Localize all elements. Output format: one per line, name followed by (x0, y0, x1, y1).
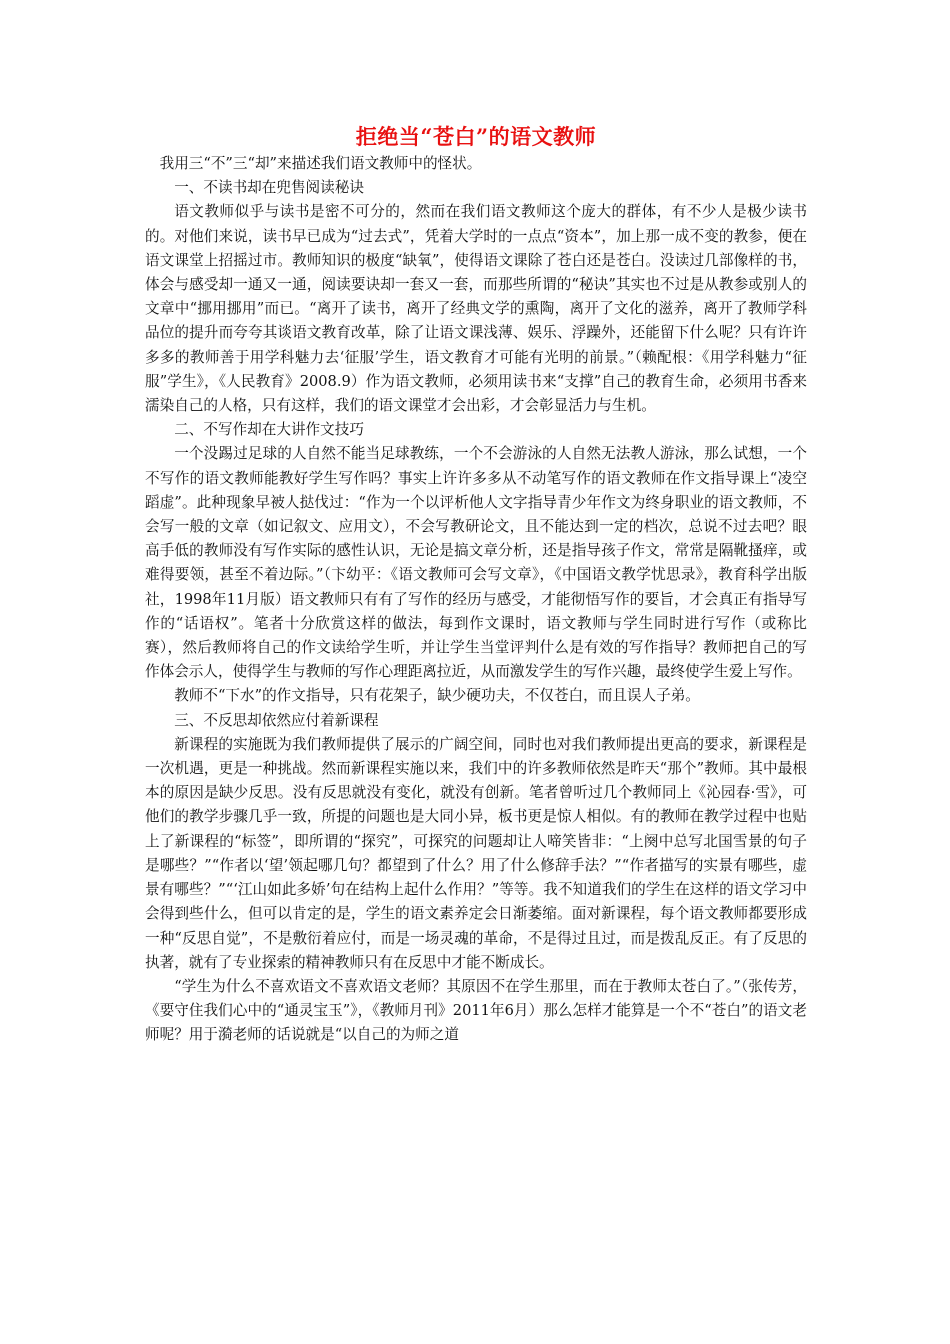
document-title: 拒绝当“苍白”的语文教师 (355, 124, 597, 149)
body-paragraph: 新课程的实施既为我们教师提供了展示的广阔空间，同时也对我们教师提出更高的要求，新课程是一次机遇，更是一种挑战。然而新课程实施以来，我们中的许多教师依然是昨天“那个”教师。其中最根本的原因是缺少反思。没有反思就没有变化，就没有创新。笔者曾听过几个教师同上《沁园春·雪》，可他们的教学步骤几乎一致，所提的问题也是大同小异，板书更是惊人相似。有的教师在教学过程中也贴上了新课程的“标签”，即所谓的“探究”，可探究的问题却让人啼笑皆非：“上阕中总写北国雪景的句子是哪些？”“作者以‘望’领起哪几句？都望到了什么？用了什么修辞手法？”“作者描写的实景有哪些，虚景有哪些？”“‘江山如此多娇’句在结构上起什么作用？”等等。我不知道我们的学生在这样的语文学习中会得到些什么，但可以肯定的是，学生的语文素养定会日渐萎缩。面对新课程，每个语文教师都要形成一种“反思自觉”，不是敷衍着应付，而是一场灵魂的革命，不是得过且过，而是拨乱反正。有了反思的执著，就有了专业探索的精神教师只有在反思中才能不断成长。 (145, 735, 807, 971)
body-paragraph: 教师不“下水”的作文指导，只有花架子，缺少硬功夫，不仅苍白，而且误人子弟。 (174, 687, 700, 705)
body-paragraph: 语文教师似乎与读书是密不可分的，然而在我们语文教师这个庞大的群体，有不少人是极少读书的。对他们来说，读书早已成为“过去式”，凭着大学时的一点点“资本”，加上那一成不变的教参，便在语文课堂上招摇过市。教师知识的极度“缺氧”，使得语文课除了苍白还是苍白。没读过几部像样的书，体会与感受却一通又一通，阅读要诀却一套又一套，而那些所谓的“秘诀”其实也不过是从教参或别人的文章中“挪用挪用”而已。“离开了读书，离开了经典文学的熏陶，离开了文化的滋养，离开了教师学科品位的提升而夸夸其谈语文教育改革，除了让语文课浅薄、娱乐、浮躁外，还能留下什么呢？只有许许多多的教师善于用学科魅力去‘征服’学生，语文教育才可能有光明的前景。”（赖配根：《用学科魅力“征服”学生》，《人民教育》2008.9）作为语文教师，必须用读书来“支撑”自己的教育生命，必须用书香来濡染自己的人格，只有这样，我们的语文课堂才会出彩，才会彰显活力与生机。 (145, 203, 807, 415)
intro-paragraph: 我用三“不”三“却”来描述我们语文教师中的怪状。 (159, 155, 482, 172)
section-heading-1: 一、不读书却在兜售阅读秘诀 (174, 179, 364, 197)
section-heading-2: 二、不写作却在大讲作文技巧 (174, 421, 364, 439)
body-paragraph: 一个没踢过足球的人自然不能当足球教练，一个不会游泳的人自然无法教人游泳，那么试想，一个不写作的语文教师能教好学生写作吗？事实上许许多多从不动笔写作的语文教师在作文指导课上“凌空蹈虚”。此种现象早被人挞伐过：“作为一个以评析他人文字指导青少年作文为终身职业的语文教师，不会写一般的文章（如记叙文、应用文），不会写教研论文，且不能达到一定的档次，总说不过去吧？眼高手低的教师没有写作实际的感性认识，无论是搞文章分析，还是指导孩子作文，常常是隔靴搔痒，或难得要领，甚至不着边际。”（卞幼平：《语文教师可会写文章》，《中国语文教学忧思录》，教育科学出版社，1998年11月版）语文教师只有有了写作的经历与感受，才能彻悟写作的要旨，才会真正有指导写作的“话语权”。笔者十分欣赏这样的做法，每到作文课时，语文教师与学生同时进行写作（或称比赛），然后教师将自己的作文读给学生听，并让学生当堂评判什么是有效的写作指导？教师把自己的写作体会示人，使得学生与教师的写作心理距离拉近，从而激发学生的写作兴趣，最终使学生爱上写作。 (145, 445, 807, 681)
document-page (145, 122, 807, 1048)
section-heading-3: 三、不反思却依然应付着新课程 (174, 711, 379, 729)
body-paragraph: “学生为什么不喜欢语文不喜欢语文老师？其原因不在学生那里，而在于教师太苍白了。”（张传芳，《要守住我们心中的“通灵宝玉”》，《教师月刊》2011年6月）那么怎样才能算是一个不“苍白”的语文老师呢？用于漪老师的话说就是“以自己的为师之道 (145, 977, 807, 1044)
